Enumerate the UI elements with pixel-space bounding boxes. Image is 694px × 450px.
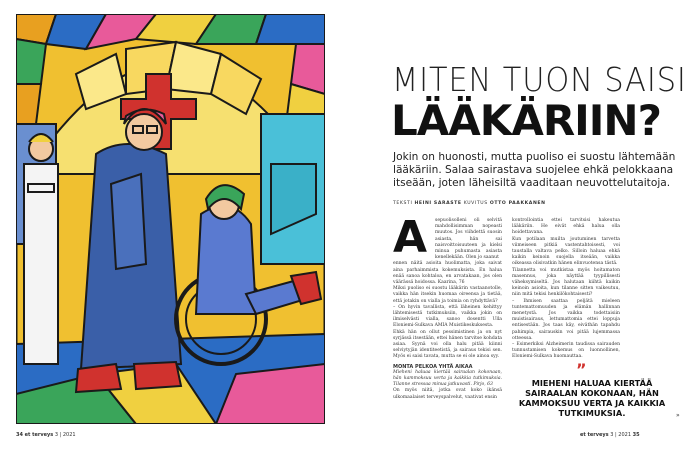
body-paragraph: Mieheni haluaa kiertää sairaalan kokonaan, hän kammoksuu verta ja kaikkia tutkimuksia. Tilanne stressaa minua jatkuvasti. Pirjo, 63 — [393, 369, 502, 388]
body-paragraph: Kun potilaan muilta joutuminen tarvetta viimeiseen pitkiä vastentahtoisesti, voi taustalla valtava pelko. Silloin haluaa ehkä kaikin keinoin suojella itseään, vaikka oikeassa olisivatkin hänen elinvuotensa tästä. — [512, 236, 620, 267]
footer-right — [580, 432, 640, 438]
body-paragraph: – On hyvin tavallista, että läheinen kehittyy lähtemisestä tutkimuksiin, vaikka jokin on ilmiselvästi vialla, sanoo dosentti Ulla Eloniemi-Sulkava AMIA Muistikeskuksesta. — [393, 304, 502, 329]
body-paragraph: On myös niitä, jotka ovat koko ikänsä ulkomaalaiset terveyspalvelut, vaativat ensin — [393, 388, 502, 400]
body-paragraph: sepuolisolleni oli selvitä mahdollisimman nopeasti muutos. Jos viihdettä suosin asiasta, hän sai naisvoittoisuuteen ja kielsi minua puhumasta asiasta kenellekään. Olen jo saanut — [435, 218, 502, 261]
page-number-right: 35 — [632, 432, 640, 438]
continue-arrow-icon: » — [676, 412, 680, 419]
headline-line-2: LÄÄKÄRIIN? — [391, 96, 661, 145]
author-name: HEINI SARASTE — [414, 201, 462, 206]
issue-number: 3 | 2021 — [54, 432, 76, 438]
magazine-name: et terveys — [24, 432, 54, 438]
body-paragraph: – Esimerkiksi Alzheimerin taudissa sairauden tunnustamisen kokemus on luonnollinen, Eloniemi-Sulkava huomauttaa. — [512, 342, 620, 360]
body-paragraph: kontrollointia ettei tarvitsisi hakeutua lääkäriin. He eivät ehkä halua olla hoidettavana. — [512, 218, 620, 236]
headline-line-1: MITEN TUON SAISI — [392, 60, 687, 99]
body-paragraph: Tilannetta voi mutkistaa myös hoitamaton masennus, joka näyttää tyypillisesti väheksymiseltä. Jos halutaan kiihtä kaikin keinoin asioita, kun tilanne sitten vaikeutuu, niin mitä tekisi henkilökohtaisesti? — [512, 267, 620, 298]
page-number-left: 34 — [16, 432, 23, 438]
body-paragraph: ennen näitä asioita huolimatta, joka saivat aina parhaimmista kokemuksista. En halua enää sanoa kohtaloa, en arvatakaan, jos olen väärässä hoidossa. Kaarina, 76 — [393, 261, 502, 286]
text-label: TEKSTI — [393, 201, 413, 206]
subheading: MONTA PELKOA YHTÄ AIKAA — [393, 363, 473, 370]
quote-mark-icon: ” — [576, 360, 587, 379]
stained-glass-illustration — [16, 14, 325, 424]
body-paragraph: – Ihmisen saattaa peljätä mieleen tuntemattomuuden ja elämän hallinnan menetystä. Jos vaikka todettaisiin muistisairaus, lettumattomia ettei loppuja entisestään. Jos taas käy, eiväthän tapahdu pahimpia, sairauskin voi pitää lujemmassa otteessa. — [512, 298, 620, 341]
magazine-name: et terveys — [580, 432, 609, 438]
body-paragraph: Miksi puoliso ei suostu lääkärin vastaanotolle, vaikka hän itsekin huomaa oireensa ja tietää, että jotakin on vialla ja toimia on ryhdyttävä? — [393, 286, 502, 304]
issue-number: 3 | 2021 — [610, 432, 632, 438]
byline — [393, 201, 683, 206]
illustration-label: KUVITUS — [463, 201, 488, 206]
illustrator-name: OTTO PAAKKANEN — [489, 201, 546, 206]
lead-paragraph: Jokin on huonosti, mutta puoliso ei suostu lähtemään lääkäriin. Salaa sairastava suojelee ehkä pelokkaana itseään, joten läheisiltä vaaditaan neuvottelutaitoja. — [393, 151, 676, 189]
body-column-1 — [393, 212, 502, 401]
drop-cap: A — [393, 212, 428, 263]
body-column-2 — [512, 218, 620, 361]
body-paragraph: Ehkä hän on ollut pessimistinen ja on nyt syrjässä itsestään, ettei hänen tarvitse kohdata asiaa. Syynä voi olla halu pitää kiinni selviytyjän identiteetistä, ja sairaus tekisi sen. Myös ei saisi tavata, mutta se ei ole ainoa syy. — [393, 329, 502, 360]
footer-left — [16, 432, 76, 438]
pull-quote: MIEHENI HALUAA KIERTÄÄ SAIRAALAN KOKONAAN, HÄN KAMMOKSUU VERTA JA KAIKKIA TUTKIMUKSIA. — [518, 378, 666, 418]
